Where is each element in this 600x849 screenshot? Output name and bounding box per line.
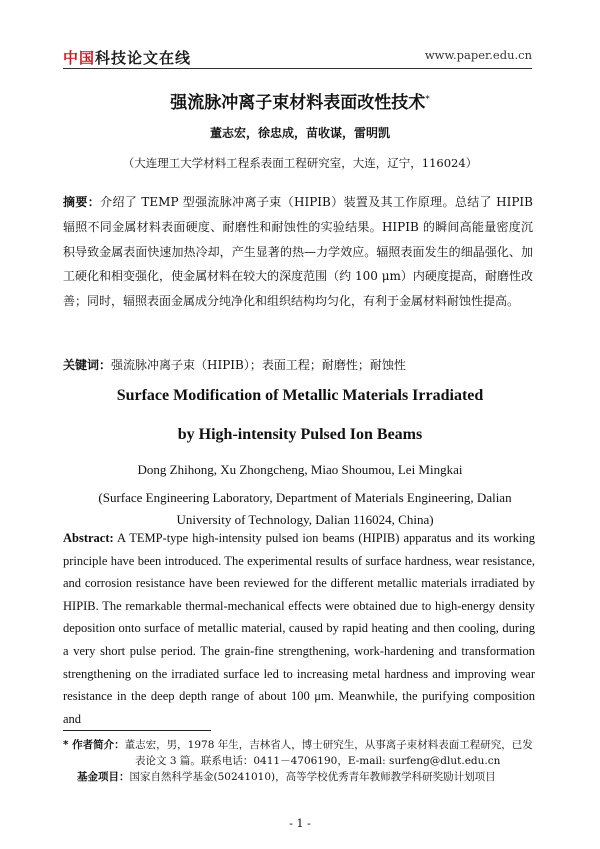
header-divider <box>63 68 532 69</box>
site-url: www.paper.edu.cn <box>424 48 532 62</box>
title-footnote-mark: * <box>425 94 430 105</box>
author-note-line1: 董志宏，男，1978 年生，吉林省人，博士研究生，从事离子束材料表面工程研究，已发 <box>124 739 533 751</box>
abstract-cn-text: 介绍了 TEMP 型强流脉冲离子束（HIPIB）装置及其工作原理。总结了 HIPIB 辐照不同金属材料表面硬度、耐磨性和耐蚀性的实验结果。HIPIB 的瞬间高能量密度沉积导致金属表面快速加热冷却，产生显著的热—力学效应。辐照表面发生的细晶强化、加工硬化和相变强化，使金属材料在较大的深度范围（约 100 μm）内硬度提高，耐磨性改善；同时，辐照表面金属成分纯净化和组织结构均匀化，有利于金属材料耐蚀性提高。 <box>63 195 533 309</box>
footnote <box>63 737 538 785</box>
author-note-line2: 表论文 3 篇。联系电话：0411－4706190，E-mail: surfeng@dlut.edu.cn <box>135 755 501 767</box>
author-note-label: * 作者简介： <box>63 739 125 751</box>
affiliation-cn: （大连理工大学材料工程系表面工程研究室，大连，辽宁，116024） <box>122 156 478 170</box>
abstract-en-text: A TEMP-type high-intensity pulsed ion beams (HIPIB) apparatus and its working principle have been introduced. The experimental results of surface hardness, wear resistance, and corrosion resistance have been reviewed for the different metallic materials irradiated by HIPIB. The remarkable thermal-mechanical effects were obtained due to high-energy density deposition onto surface of metallic material, caused by rapid heating and then cooling, during a very short pulse period. The grain-fine strengthening, work-hardening and transformation strengthening on the irradiated surface led to increasing metal hardness and improving wear resistance in the deep depth range of about 100 μm. Meanwhile, the purifying composition and <box>63 531 535 726</box>
affiliation-en: (Surface Engineering Laboratory, Department of Materials Engineering, Dalian University of Technology, Dalian 116024, China) <box>98 490 512 527</box>
fund-note-text: 国家自然科学基金(50241010)，高等学校优秀青年教师教学科研奖励计划项目 <box>129 771 496 783</box>
footnote-divider <box>63 730 211 731</box>
paper-title-cn <box>0 88 600 113</box>
paper-title-en-line1: Surface Modification of Metallic Materials Irradiated <box>116 387 484 404</box>
logo-black-text: 科技论文在线 <box>95 49 192 67</box>
title-cn-text: 强流脉冲离子束材料表面改性技术 <box>170 93 426 113</box>
fund-note <box>63 769 538 785</box>
keywords-cn-text: 强流脉冲离子束（HIPIB）；表面工程；耐磨性；耐蚀性 <box>111 358 406 372</box>
site-logo <box>63 47 191 68</box>
logo-red-text: 中国 <box>63 49 96 67</box>
authors-cn: 董志宏，徐忠成，苗收谋，雷明凯 <box>209 126 390 140</box>
abstract-cn <box>63 190 533 314</box>
paper-title-en-line2: by High-intensity Pulsed Ion Beams <box>177 426 423 443</box>
fund-note-label: 基金项目： <box>77 771 130 783</box>
keywords-cn-label: 关键词： <box>63 358 112 372</box>
page-number: - 1 - <box>289 817 311 830</box>
keywords-cn <box>63 356 533 373</box>
abstract-en-label: Abstract: <box>63 531 114 545</box>
author-note <box>63 737 538 753</box>
abstract-en <box>63 527 535 730</box>
page-header <box>63 44 532 68</box>
abstract-cn-label: 摘要： <box>63 195 101 209</box>
authors-en: Dong Zhihong, Xu Zhongcheng, Miao Shoumou, Lei Mingkai <box>137 462 463 477</box>
